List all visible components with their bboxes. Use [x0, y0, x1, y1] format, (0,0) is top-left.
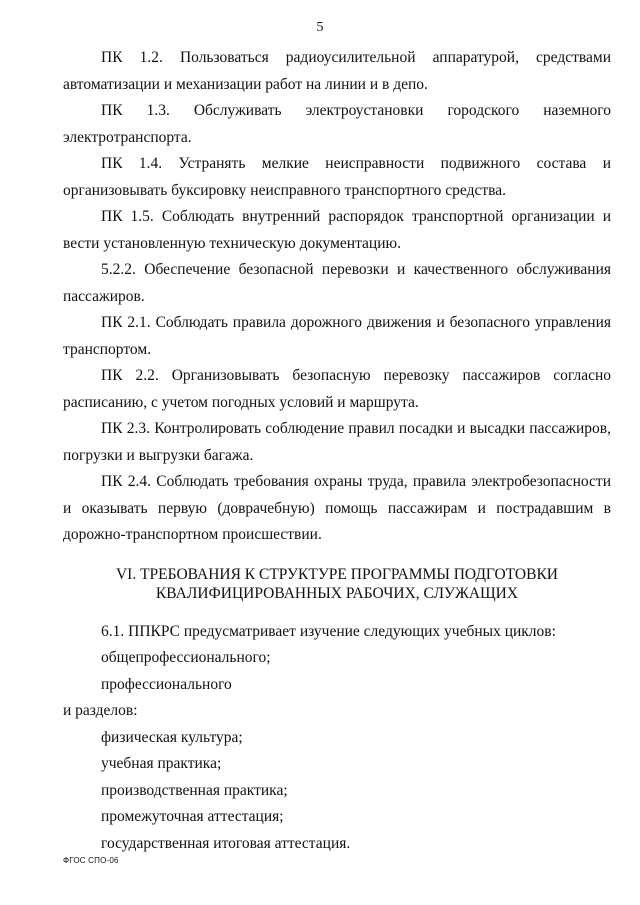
list-intro: 6.1. ППКРС предусматривает изучение следующих учебных циклов:	[101, 622, 556, 640]
list-item: промежуточная аттестация;	[101, 808, 284, 825]
list-item: учебная практика;	[101, 755, 222, 772]
list-item: производственная практика;	[101, 781, 288, 799]
section-heading-line-2: КВАЛИФИЦИРОВАННЫХ РАБОЧИХ, СЛУЖАЩИХ	[155, 584, 519, 602]
footer-label: ФГОС СПО-06	[63, 856, 119, 865]
paragraph-pk-2-2: ПК 2.2. Организовывать безопасную перевозку пассажиров согласно расписанию, с учетом погодных условий и маршрута.	[63, 367, 611, 411]
list-item: профессионального	[101, 675, 232, 693]
document-body	[63, 45, 611, 857]
list-item: общепрофессионального;	[101, 649, 271, 666]
list-item: физическая культура;	[101, 728, 243, 746]
paragraph-pk-1-3: ПК 1.3. Обслуживать электроустановки городского наземного электротранспорта.	[63, 102, 611, 146]
section-heading	[63, 565, 611, 603]
paragraph-pk-1-5: ПК 1.5. Соблюдать внутренний распорядок транспортной организации и вести установленную техническую документацию.	[63, 208, 611, 252]
page-number: 5	[316, 20, 324, 35]
paragraph-5-2-2: 5.2.2. Обеспечение безопасной перевозки и качественного обслуживания пассажиров.	[63, 261, 611, 305]
paragraph-pk-2-3: ПК 2.3. Контролировать соблюдение правил посадки и высадки пассажиров, погрузки и выгрузки багажа.	[63, 420, 611, 464]
sections-intro: и разделов:	[63, 702, 138, 719]
list-item: государственная итоговая аттестация.	[101, 834, 351, 852]
paragraph-pk-1-4: ПК 1.4. Устранять мелкие неисправности подвижного состава и организовывать буксировку неисправного транспортного средства.	[63, 155, 611, 199]
paragraph-pk-2-4: ПК 2.4. Соблюдать требования охраны труда, правила электробезопасности и оказывать первую (доврачебную) помощь пассажирам и пострадавшим в дорожно-транспортном происшествии.	[63, 473, 611, 543]
paragraph-pk-1-2: ПК 1.2. Пользоваться радиоусилительной аппаратурой, средствами автоматизации и механизации работ на линии и в депо.	[63, 49, 611, 93]
paragraph-pk-2-1: ПК 2.1. Соблюдать правила дорожного движения и безопасного управления транспортом.	[63, 314, 611, 358]
section-heading-line-1: VI. ТРЕБОВАНИЯ К СТРУКТУРЕ ПРОГРАММЫ ПОДГОТОВКИ	[115, 565, 558, 583]
